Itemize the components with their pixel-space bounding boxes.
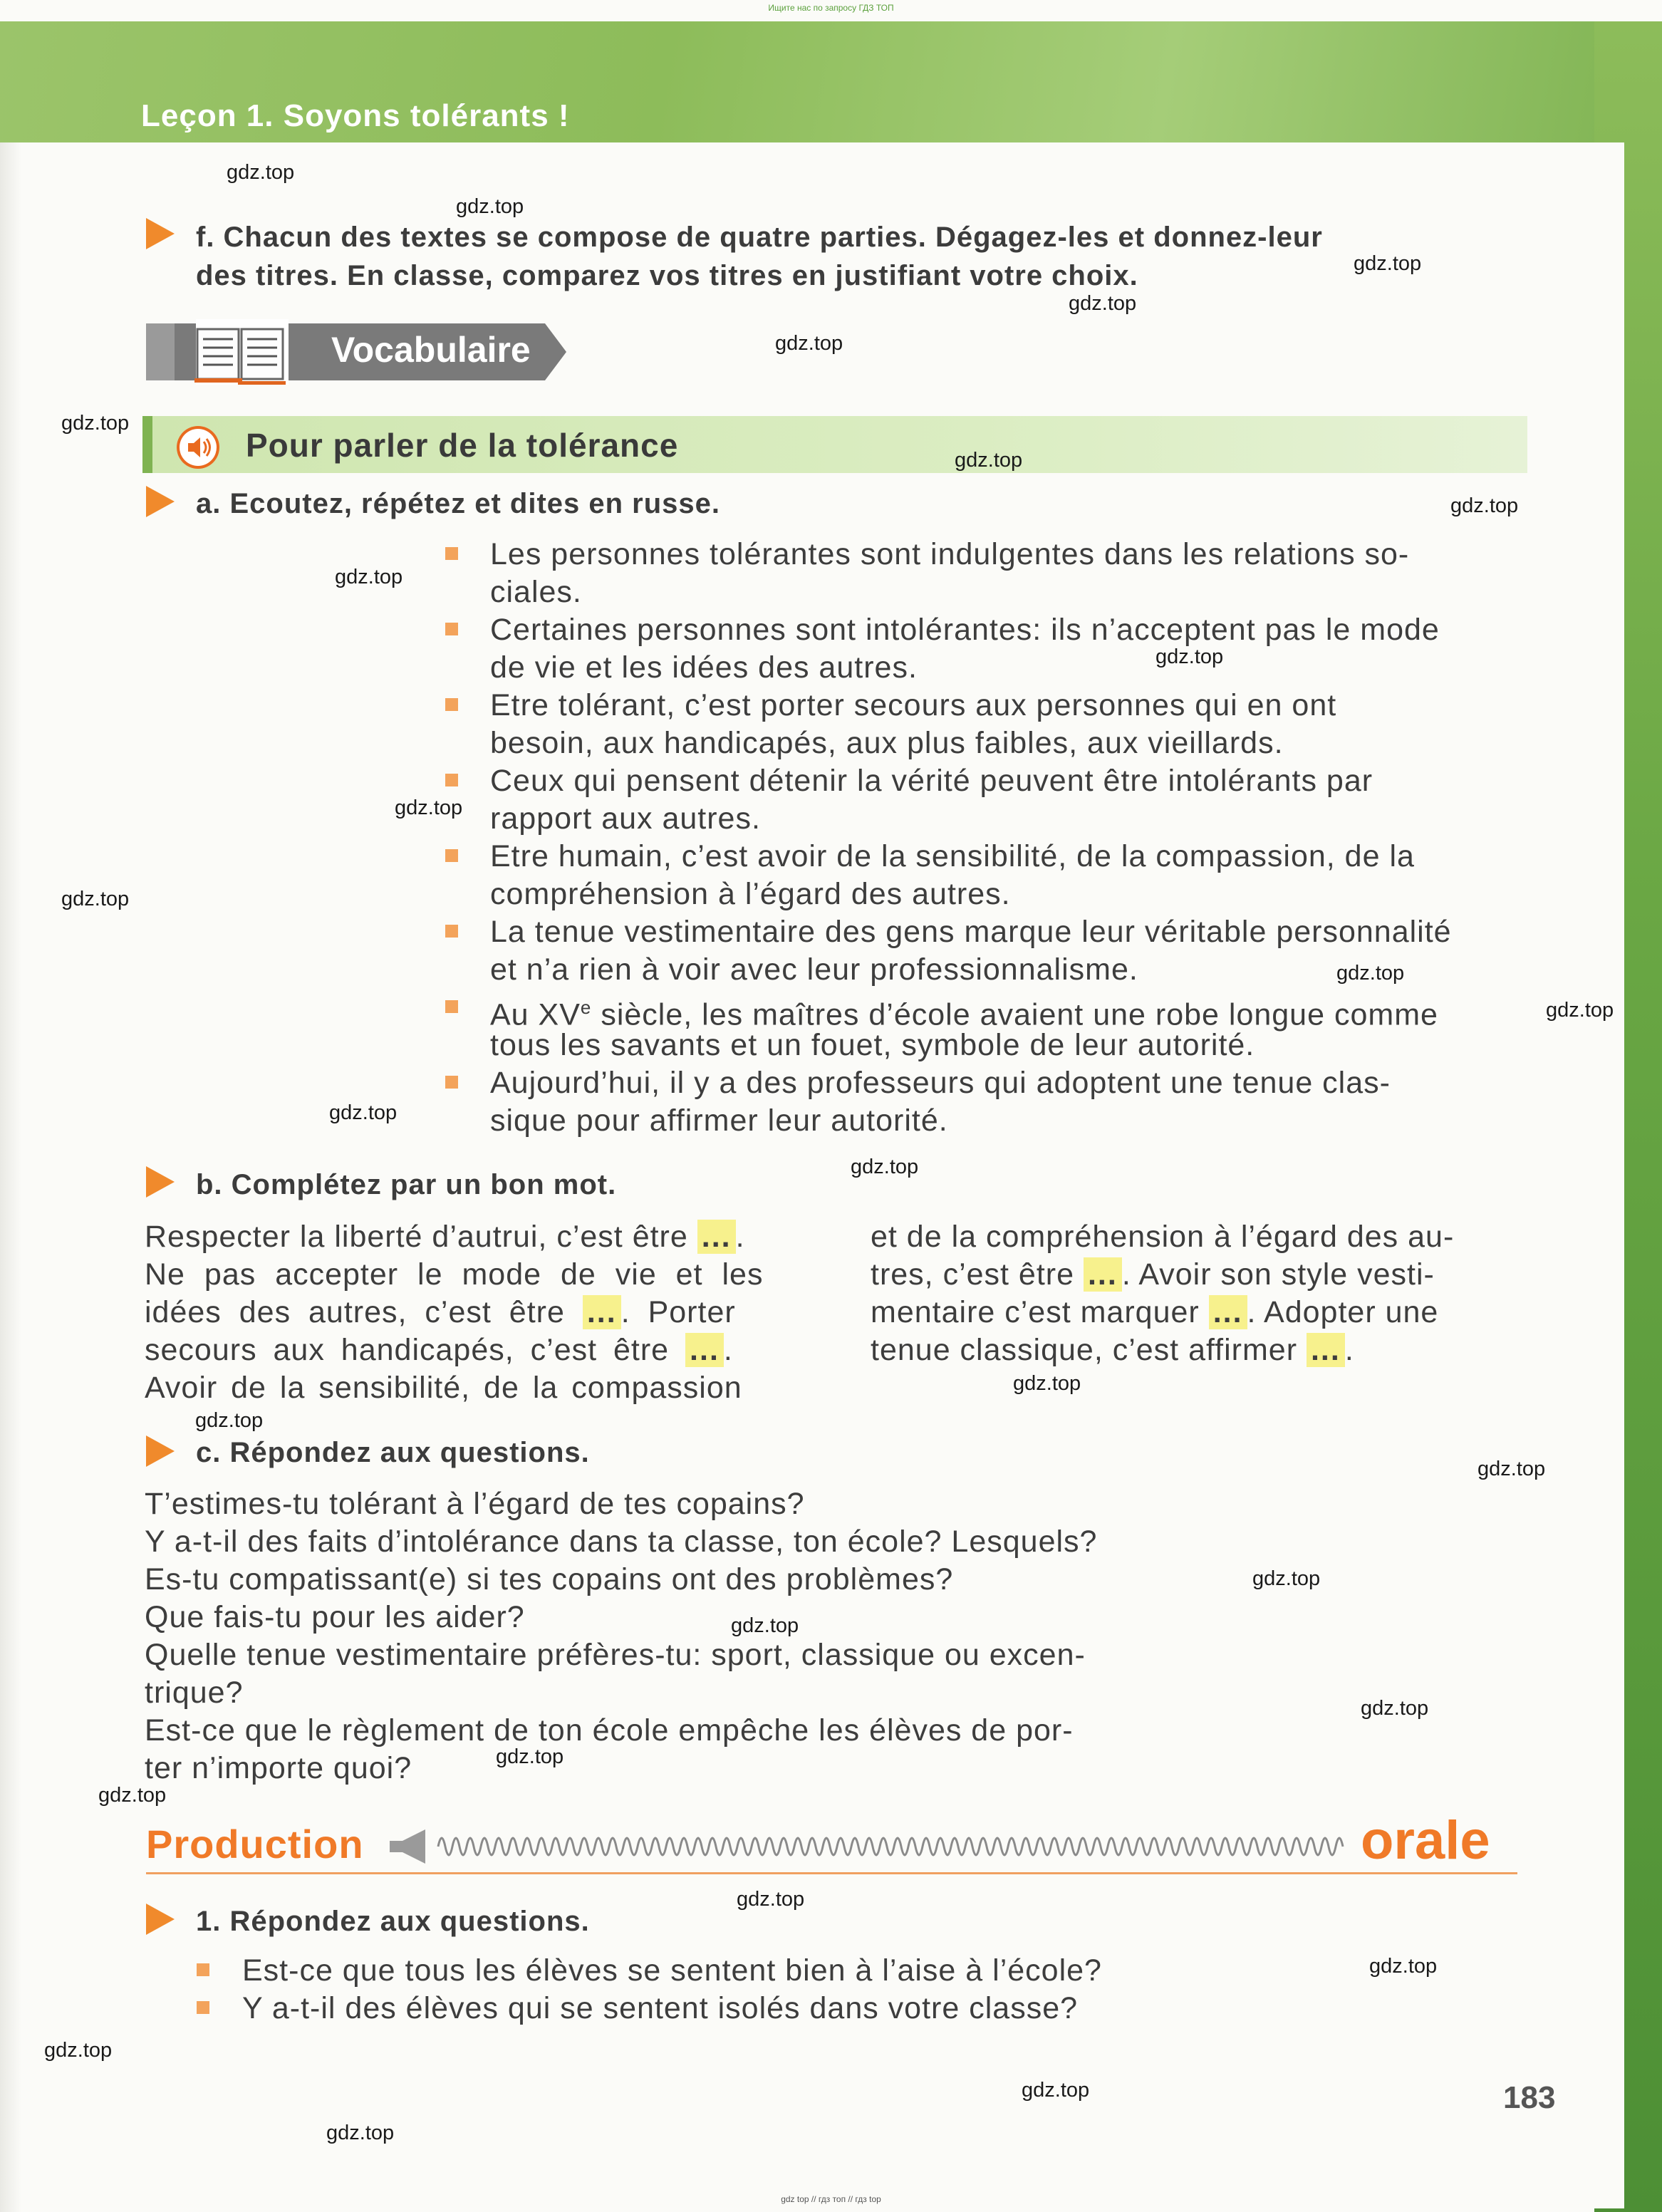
fill-line: tenue classique, c’est affirmer ... . (871, 1333, 1354, 1367)
watermark: gdz.top (329, 1101, 398, 1124)
orale-label: orale (1361, 1810, 1490, 1871)
arrow-icon (146, 1435, 175, 1467)
bullet-icon (445, 925, 458, 938)
speaker-icon[interactable] (177, 426, 219, 469)
bullet-icon (445, 849, 458, 862)
watermark: gdz.top (1155, 645, 1224, 668)
watermark: gdz.top (1069, 292, 1137, 315)
watermark: gdz.top (496, 1745, 564, 1768)
watermark: gdz.top (1252, 1567, 1321, 1590)
watermark: gdz.top (44, 2039, 113, 2062)
watermark: gdz.top (1477, 1458, 1546, 1480)
blank-slot[interactable]: ... (1209, 1295, 1247, 1329)
bullet-icon (197, 1963, 209, 1976)
arrow-icon (146, 1166, 175, 1198)
list-item: de vie et les idées des autres. (490, 650, 918, 685)
watermark: gdz.top (61, 888, 130, 910)
list-item: compréhension à l’égard des autres. (490, 877, 1011, 911)
watermark: gdz.top (1013, 1372, 1081, 1395)
question-line: trique? (145, 1676, 244, 1710)
question-line: Que fais-tu pour les aider? (145, 1600, 525, 1634)
question-line: Es-tu compatissant(e) si tes copains ont des problèmes? (145, 1562, 954, 1596)
fill-line: mentaire c’est marquer ... . Adopter une (871, 1295, 1439, 1329)
task-b: b. Complétez par un bon mot. (196, 1169, 617, 1200)
blank-slot[interactable]: ... (583, 1295, 621, 1329)
bottom-note: gdz top // гдз топ // гдз top (781, 2194, 881, 2204)
list-item: Au XVe siècle, les maîtres d’école avaient une robe longue comme (490, 997, 1438, 1032)
watermark: gdz.top (326, 2122, 395, 2144)
blank-slot[interactable]: ... (697, 1220, 736, 1254)
bullet-icon (197, 2001, 209, 2014)
blank-slot[interactable]: ... (685, 1333, 724, 1367)
question-line: Y a-t-il des élèves qui se sentent isolés dans votre classe? (242, 1991, 1079, 2025)
watermark: gdz.top (195, 1409, 264, 1432)
list-item: besoin, aux handicapés, aux plus faibles, aux vieillards. (490, 726, 1284, 760)
fill-line: secours aux handicapés, c’est être ... . (145, 1333, 733, 1367)
list-item: et n’a rien à voir avec leur professionnalisme. (490, 952, 1138, 987)
list-item: Ceux qui pensent détenir la vérité peuvent être intolérants par (490, 764, 1373, 798)
question-line: ter n’importe quoi? (145, 1751, 412, 1785)
watermark: gdz.top (227, 161, 295, 184)
question-line: Est-ce que tous les élèves se sentent bien à l’aise à l’école? (242, 1953, 1102, 1988)
bullet-icon (445, 1000, 458, 1013)
vocabulary-label: Vocabulaire (331, 330, 531, 370)
list-item: Etre tolérant, c’est porter secours aux personnes qui en ont (490, 688, 1337, 722)
bullet-icon (445, 1076, 458, 1089)
watermark: gdz.top (1450, 494, 1519, 517)
blank-slot[interactable]: ... (1307, 1333, 1345, 1367)
task-a: a. Ecoutez, répétez et dites en russe. (196, 488, 721, 519)
list-item: La tenue vestimentaire des gens marque leur véritable personnalité (490, 915, 1452, 949)
bullet-icon (445, 774, 458, 786)
watermark: gdz.top (61, 412, 130, 435)
list-item: rapport aux autres. (490, 801, 761, 836)
watermark: gdz.top (98, 1784, 167, 1807)
question-line: Est-ce que le règlement de ton école empêche les élèves de por- (145, 1713, 1074, 1748)
task-c: c. Répondez aux questions. (196, 1437, 590, 1468)
list-item: Aujourd’hui, il y a des professeurs qui adoptent une tenue clas- (490, 1066, 1391, 1100)
sound-wave-icon (388, 1824, 1357, 1869)
fill-line: tres, c’est être ... . Avoir son style vesti- (871, 1257, 1435, 1292)
list-item: Certaines personnes sont intolérantes: ils n’acceptent pas le mode (490, 613, 1440, 647)
list-item: Etre humain, c’est avoir de la sensibilité, de la compassion, de la (490, 839, 1415, 873)
fill-line: et de la compréhension à l’égard des au- (871, 1220, 1455, 1254)
watermark: gdz.top (1361, 1697, 1429, 1720)
task-f-line1: f. Chacun des textes se compose de quatre parties. Dégagez-les et donnez-leur (196, 222, 1323, 253)
list-item: tous les savants et un fouet, symbole de leur autorité. (490, 1028, 1255, 1062)
blank-slot[interactable]: ... (1084, 1257, 1122, 1292)
watermark: gdz.top (737, 1888, 805, 1911)
watermark: gdz.top (1546, 999, 1614, 1022)
fill-line: Respecter la liberté d’autrui, c’est être ... . (145, 1220, 745, 1254)
watermark: gdz.top (335, 566, 403, 588)
page-left-shadow (0, 142, 21, 2212)
task-f-line2: des titres. En classe, comparez vos titres en justifiant votre choix. (196, 260, 1138, 291)
arrow-icon (146, 486, 175, 517)
list-item: Les personnes tolérantes sont indulgentes dans les relations so- (490, 537, 1410, 571)
watermark: gdz.top (955, 449, 1023, 472)
list-item: ciales. (490, 575, 582, 609)
arrow-icon (146, 1904, 175, 1935)
watermark: gdz.top (395, 796, 463, 819)
question-line: Y a-t-il des faits d’intolérance dans ta classe, ton école? Lesquels? (145, 1525, 1098, 1559)
watermark: gdz.top (775, 332, 843, 355)
section-title: Pour parler de la tolérance (246, 427, 679, 464)
bullet-icon (445, 698, 458, 711)
watermark: gdz.top (1022, 2079, 1090, 2102)
list-item: sique pour affirmer leur autorité. (490, 1104, 948, 1138)
top-note: Ищите нас по запросу ГДЗ ТОП (768, 3, 894, 13)
fill-line: Avoir de la sensibilité, de la compassion (145, 1371, 742, 1405)
task-1: 1. Répondez aux questions. (196, 1906, 590, 1937)
watermark: gdz.top (1336, 962, 1405, 985)
page-number: 183 (1503, 2080, 1556, 2115)
question-line: T’estimes-tu tolérant à l’égard de tes copains? (145, 1487, 805, 1521)
production-divider (146, 1872, 1517, 1874)
watermark: gdz.top (851, 1156, 919, 1178)
production-label: Production (146, 1822, 364, 1866)
bullet-icon (445, 547, 458, 560)
watermark: gdz.top (1369, 1955, 1438, 1978)
lesson-title: Leçon 1. Soyons tolérants ! (141, 98, 570, 133)
bullet-icon (445, 623, 458, 635)
arrow-icon (146, 218, 175, 249)
watermark: gdz.top (456, 195, 524, 218)
watermark: gdz.top (1354, 252, 1422, 275)
question-line: Quelle tenue vestimentaire préfères-tu: sport, classique ou excen- (145, 1638, 1086, 1672)
fill-line: idées des autres, c’est être ... . Porter (145, 1295, 736, 1329)
fill-line: Ne pas accepter le mode de vie et les (145, 1257, 764, 1292)
watermark: gdz.top (731, 1614, 799, 1637)
